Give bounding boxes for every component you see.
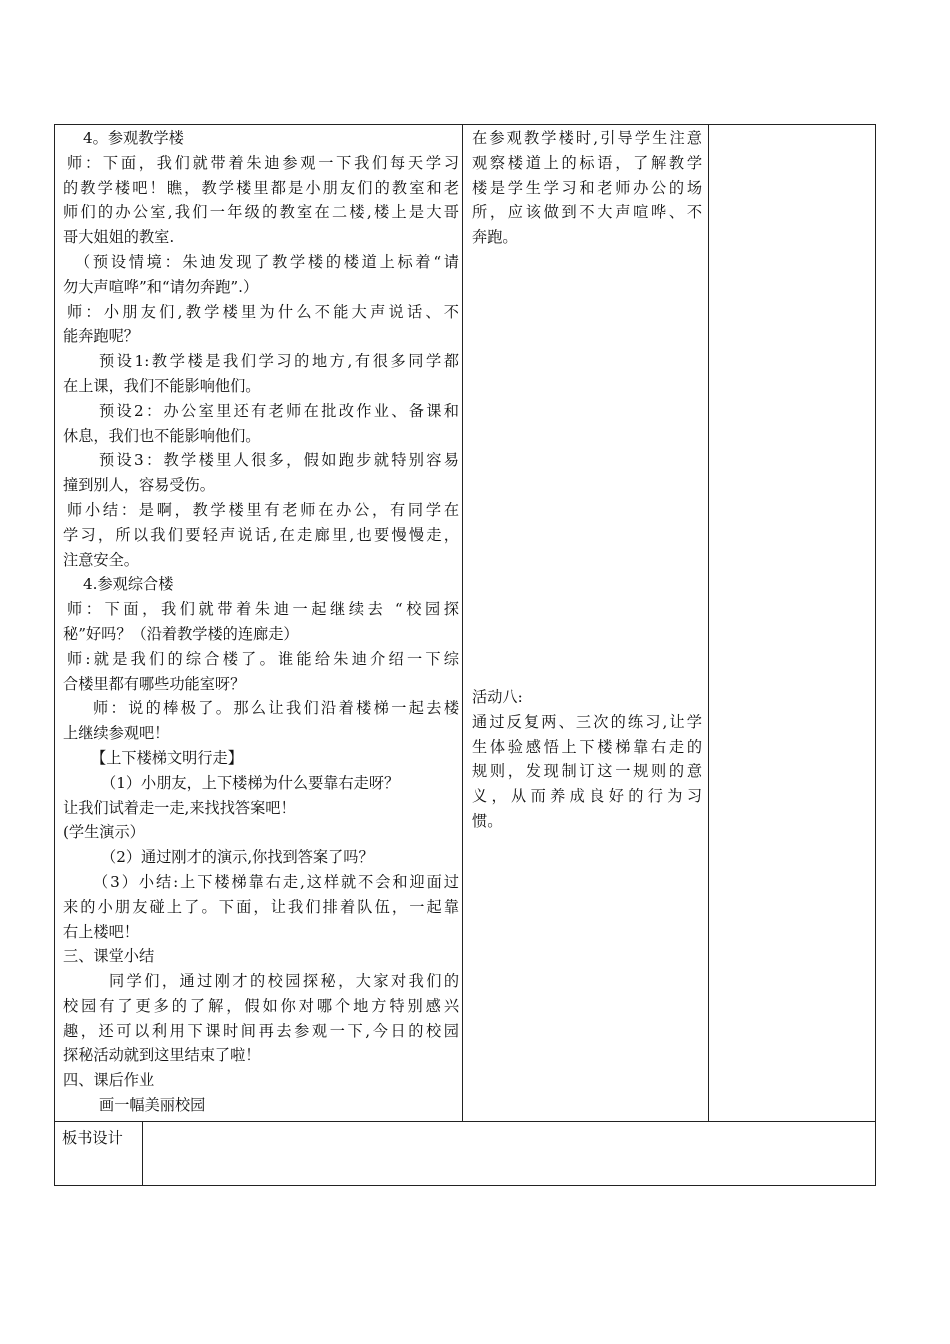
text-line: 【上下楼梯文明行走】 — [91, 748, 243, 767]
text-line: （预设情境：朱迪发现了教学楼的楼道上标着“请 — [75, 252, 459, 271]
lesson-process-cell — [63, 126, 459, 1118]
text-line: (学生演示） — [63, 823, 145, 842]
text-line: （3）小结:上下楼梯靠右走,这样就不会和迎面过 — [93, 872, 459, 891]
text-line: 义，从而养成良好的行为习 — [472, 787, 702, 806]
text-line: 合楼里都有哪些功能室呀？ — [63, 674, 246, 693]
text-line: 预设3：教学楼里人很多，假如跑步就特别容易 — [99, 451, 459, 470]
teaching-note-1 — [472, 126, 702, 250]
text-line: 惯。 — [472, 811, 503, 830]
text-line: 师：下面，我们就带着朱迪参观一下我们每天学习 — [67, 153, 459, 172]
text-line: 生体验感悟上下楼梯靠右走的 — [472, 737, 702, 756]
text-line: 的教学楼吧！瞧，教学楼里都是小朋友们的教室和老 — [63, 178, 459, 197]
text-line: 校园有了更多的了解，假如你对哪个地方特别感兴 — [63, 996, 459, 1015]
text-line: 师：小朋友们,教学楼里为什么不能大声说话、不 — [67, 302, 459, 321]
text-line: 上继续参观吧！ — [63, 724, 170, 743]
text-line: 楼是学生学习和老师办公的场 — [472, 178, 702, 197]
text-line: 注意安全。 — [63, 550, 139, 569]
text-line: 勿大声喧哗”和“请勿奔跑”.） — [63, 277, 259, 296]
text-line: 预设2：办公室里还有老师在批改作业、备课和 — [99, 401, 459, 420]
text-line: 师:就是我们的综合楼了。谁能给朱迪介绍一下综 — [67, 649, 459, 668]
text-line: 能奔跑呢？ — [63, 327, 139, 346]
column-divider-2 — [708, 124, 709, 1122]
text-line: （2）通过刚才的演示,你找到答案了吗？ — [101, 848, 374, 867]
text-line: 师们的办公室,我们一年级的教室在二楼,楼上是大哥 — [63, 203, 459, 222]
text-line: 探秘活动就到这里结束了啦！ — [63, 1046, 261, 1065]
text-line: 预设1:教学楼是我们学习的地方,有很多同学都 — [99, 352, 459, 371]
text-line: 4.参观综合楼 — [83, 575, 174, 594]
text-line: 同学们，通过刚才的校园探秘，大家对我们的 — [109, 972, 459, 991]
text-line: 观察楼道上的标语，了解教学 — [472, 153, 702, 172]
text-line: 奔跑。 — [472, 228, 518, 247]
text-line: 活动八: — [472, 688, 523, 706]
text-line: 师：说的棒极了。那么让我们沿着楼梯一起去楼 — [93, 699, 459, 718]
text-line: 学习，所以我们要轻声说话,在走廊里,也要慢慢走， — [63, 525, 459, 544]
text-line: 师小结：是啊，教学楼里有老师在办公，有同学在 — [67, 500, 459, 519]
text-line: 来的小朋友碰上了。下面，让我们排着队伍，一起靠 — [63, 897, 459, 916]
board-design-label: 板书设计 — [62, 1129, 123, 1147]
text-line: 三、课堂小结 — [63, 947, 155, 966]
row-divider — [54, 1121, 876, 1122]
text-line: 哥大姐姐的教室. — [63, 228, 175, 247]
text-line: 趣，还可以利用下课时间再去参观一下,今日的校园 — [63, 1021, 459, 1040]
teaching-note-2 — [472, 685, 702, 834]
text-line: （1）小朋友，上下楼梯为什么要靠右走呀？ — [101, 773, 400, 792]
text-line: 师：下面，我们就带着朱迪一起继续去 “校园探 — [67, 600, 459, 619]
text-line: 休息，我们也不能影响他们。 — [63, 426, 261, 445]
text-line: 画一幅美丽校园 — [99, 1096, 206, 1115]
text-line: 撞到别人，容易受伤。 — [63, 476, 215, 495]
text-line: 四、课后作业 — [63, 1071, 155, 1090]
text-line: 在参观教学楼时,引导学生注意 — [472, 129, 702, 147]
text-line: 通过反复两、三次的练习,让学 — [472, 712, 702, 731]
board-divider — [142, 1121, 143, 1185]
column-divider-1 — [462, 124, 463, 1122]
text-line: 所，应该做到不大声喧哗、不 — [472, 203, 702, 222]
text-line: 秘”好吗？（沿着教学楼的连廊走） — [63, 624, 299, 643]
text-line: 在上课，我们不能影响他们。 — [63, 376, 261, 395]
text-line: 4。参观教学楼 — [83, 129, 184, 147]
text-line: 右上楼吧！ — [63, 922, 139, 941]
text-line: 让我们试着走一走,来找找答案吧！ — [63, 798, 296, 817]
text-line: 规则，发现制订这一规则的意 — [472, 762, 702, 781]
